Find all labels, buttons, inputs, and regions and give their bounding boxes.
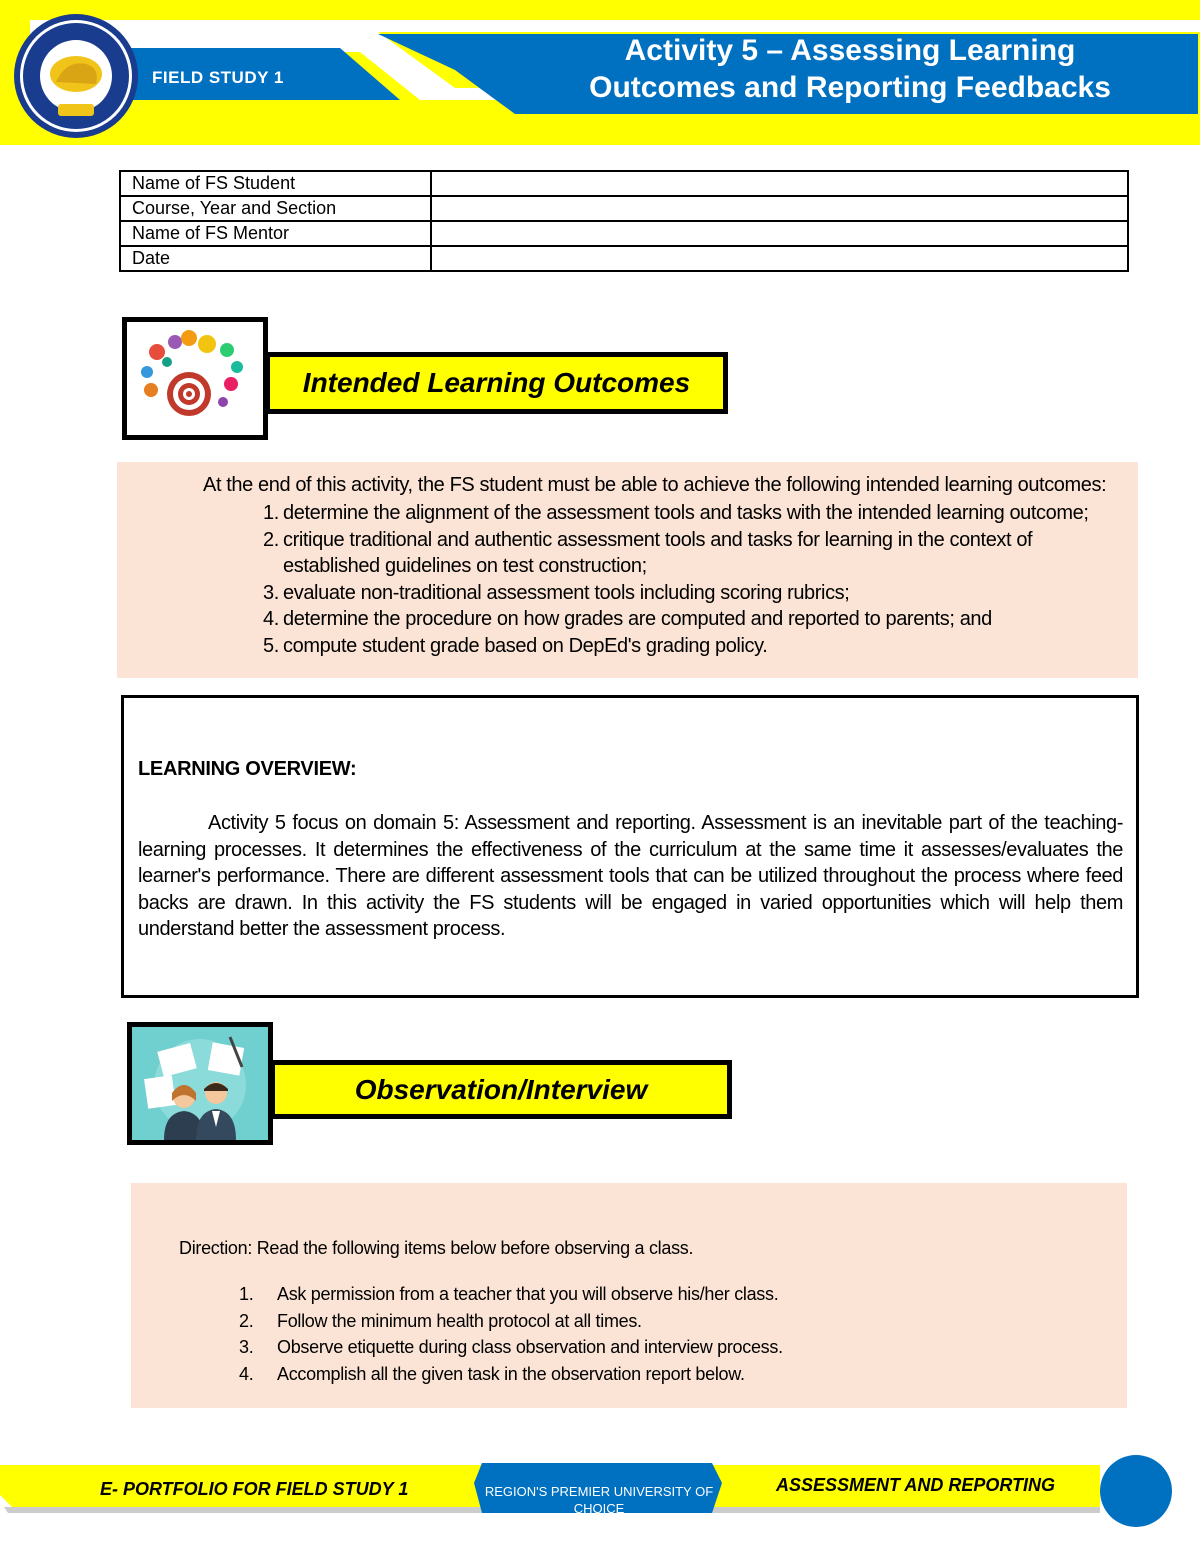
footer-subject-label: ASSESSMENT AND REPORTING	[776, 1475, 1056, 1495]
list-item-number: 5.	[263, 634, 279, 657]
list-item-text: Follow the minimum health protocol at all times.	[277, 1310, 642, 1331]
mentor-name-label: Name of FS Mentor	[120, 221, 431, 246]
observation-illustration	[127, 1022, 273, 1145]
ilo-illustration	[122, 317, 268, 440]
ilo-panel	[117, 462, 1138, 678]
course-section-label: Course, Year and Section	[120, 196, 431, 221]
student-info-table	[119, 170, 1129, 272]
footer-banner	[0, 1455, 1200, 1553]
mentor-name-field[interactable]	[431, 221, 1128, 246]
date-label: Date	[120, 246, 431, 271]
list-item	[263, 527, 1113, 580]
observation-heading-bar	[270, 1060, 732, 1119]
list-item-text: Ask permission from a teacher that you will observe his/her class.	[277, 1284, 779, 1304]
program-label: FIELD STUDY 1	[152, 68, 284, 87]
direction-list	[239, 1281, 783, 1387]
direction-text: Direction: Read the following items below before observing a class.	[179, 1238, 694, 1258]
footer-portfolio-label: E- PORTFOLIO FOR FIELD STUDY 1	[100, 1479, 409, 1499]
page-title	[520, 32, 1180, 106]
table-row	[120, 246, 1128, 271]
list-item-text: critique traditional and authentic assessment tools and tasks for learning in the context of established guidelines on test construction;	[283, 528, 1033, 577]
list-item-text: evaluate non-traditional assessment tools including scoring rubrics;	[283, 581, 850, 604]
list-item	[239, 1334, 783, 1361]
student-name-label: Name of FS Student	[120, 171, 431, 196]
list-item-number: 3.	[239, 1337, 254, 1357]
list-item	[263, 580, 1113, 607]
list-item-text: compute student grade based on DepEd's grading policy.	[283, 634, 768, 657]
list-item	[263, 500, 1113, 527]
overview-title: LEARNING OVERVIEW:	[138, 758, 357, 780]
learning-overview-panel	[121, 695, 1139, 998]
list-item-number: 3.	[263, 581, 279, 604]
table-row	[120, 171, 1128, 196]
direction-panel	[131, 1183, 1127, 1408]
table-row	[120, 196, 1128, 221]
list-item-number: 4.	[263, 608, 279, 630]
ilo-intro: At the end of this activity, the FS student must be able to achieve the following intended learning outcomes:	[203, 474, 1107, 496]
page-title-line1: Activity 5 – Assessing Learning	[624, 34, 1076, 67]
list-item-number: 2.	[239, 1310, 254, 1331]
list-item-number: 1.	[263, 502, 279, 524]
list-item-text: Accomplish all the given task in the observation report below.	[277, 1363, 745, 1384]
list-item	[263, 633, 1113, 660]
ilo-heading: Intended Learning Outcomes	[302, 367, 691, 398]
page-title-line2: Outcomes and Reporting Feedbacks	[589, 71, 1111, 104]
list-item	[239, 1281, 783, 1308]
list-item-number: 1.	[239, 1284, 254, 1304]
date-field[interactable]	[431, 246, 1128, 271]
ilo-list	[263, 500, 1113, 659]
list-item-text: determine the alignment of the assessment tools and tasks with the intended learning outcome;	[283, 502, 1089, 524]
list-item-text: determine the procedure on how grades are computed and reported to parents; and	[283, 608, 992, 630]
list-item	[239, 1361, 783, 1388]
list-item-text: Observe etiquette during class observation and interview process.	[277, 1337, 783, 1357]
observation-heading: Observation/Interview	[354, 1073, 648, 1105]
list-item-number: 2.	[263, 528, 279, 551]
ilo-heading-bar	[265, 352, 728, 414]
overview-text: Activity 5 focus on domain 5: Assessment and reporting. Assessment is an inevitable part of the teaching-learning processes. It determines the effectiveness of the curriculum at the same time it assesses/evaluates the learner's performance. There are different assessment tools that can be utilized throughout the process where feed backs are drawn. In this activity the FS students will be engaged in varied opportunities which will help them understand better the assessment process.	[138, 812, 1123, 940]
target-ideas-icon	[127, 322, 263, 435]
footer-tagline: REGION'S PREMIER UNIVERSITY OF CHOICE	[484, 1484, 714, 1516]
header-banner	[0, 0, 1200, 145]
list-item-number: 4.	[239, 1363, 254, 1384]
list-item	[239, 1308, 783, 1335]
table-row	[120, 221, 1128, 246]
interview-people-icon	[132, 1027, 268, 1140]
university-seal	[10, 12, 142, 140]
course-section-field[interactable]	[431, 196, 1128, 221]
student-name-field[interactable]	[431, 171, 1128, 196]
list-item	[263, 606, 1113, 633]
